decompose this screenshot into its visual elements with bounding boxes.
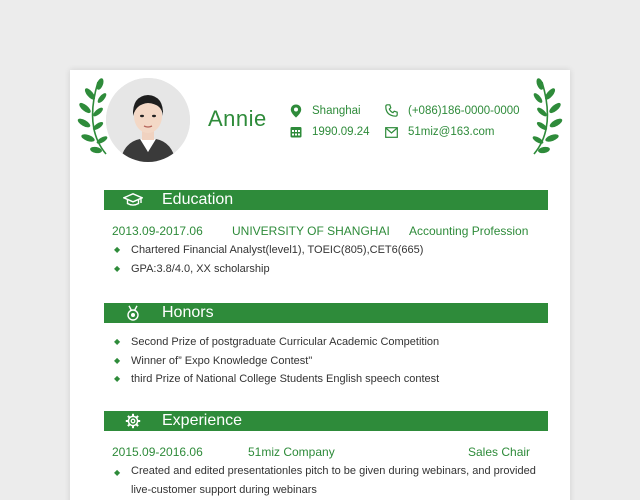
mail-icon (385, 127, 398, 138)
phone-icon (385, 104, 398, 117)
diamond-bullet-icon: ◆ (114, 245, 121, 254)
list-item: ◆ GPA:3.8/4.0, XX scholarship (114, 263, 270, 275)
education-title: Education (162, 191, 234, 208)
calendar-icon (290, 126, 302, 138)
birth-date-text: 1990.09.24 (312, 126, 370, 138)
map-pin-icon (290, 104, 302, 118)
list-item: ◆ Created and edited presentationles pitch to be given during webinars, and provided live-customer support during webinars (114, 462, 541, 500)
email-text[interactable]: 51miz@163.com (408, 126, 495, 138)
experience-period: 2015.09-2016.06 (112, 445, 203, 459)
candidate-name: Annie (208, 106, 267, 131)
honors-header (104, 303, 548, 323)
birth-contact (290, 126, 370, 138)
phone-contact (385, 104, 520, 117)
diamond-bullet-icon: ◆ (114, 264, 121, 273)
profile-photo-icon (106, 78, 190, 162)
email-contact (385, 126, 494, 138)
graduation-cap-icon (123, 193, 143, 207)
honors-title: Honors (162, 304, 214, 321)
list-item: ◆ Chartered Financial Analyst(level1), TOEIC(805),CET6(665) (114, 244, 424, 256)
list-item: ◆ Winner of” Expo Knowledge Contest" (114, 355, 313, 367)
experience-role: Sales Chair (468, 445, 531, 459)
laurel-right-icon (524, 78, 564, 158)
diamond-bullet-icon: ◆ (114, 356, 121, 365)
experience-company: 51miz Company (248, 445, 335, 459)
location-text: Shanghai (312, 105, 361, 117)
experience-title: Experience (162, 412, 243, 429)
education-school: UNIVERSITY OF SHANGHAI (232, 224, 390, 238)
phone-text[interactable]: (+086)186-0000-0000 (408, 104, 520, 117)
list-item: ◆ Second Prize of postgraduate Curricular Academic Competition (114, 336, 440, 348)
education-major: Accounting Profession (409, 224, 529, 238)
diamond-bullet-icon: ◆ (114, 374, 121, 383)
diamond-bullet-icon: ◆ (114, 337, 121, 346)
list-item: ◆ third Prize of National College Students English speech contest (114, 373, 440, 385)
medal-icon (126, 305, 140, 321)
education-header (104, 190, 548, 210)
diamond-bullet-icon: ◆ (114, 468, 121, 477)
gear-icon (125, 413, 141, 429)
avatar (106, 78, 190, 162)
education-period: 2013.09-2017.06 (112, 224, 203, 238)
resume-page (70, 70, 570, 500)
location-contact (290, 104, 361, 118)
experience-header (104, 411, 548, 431)
